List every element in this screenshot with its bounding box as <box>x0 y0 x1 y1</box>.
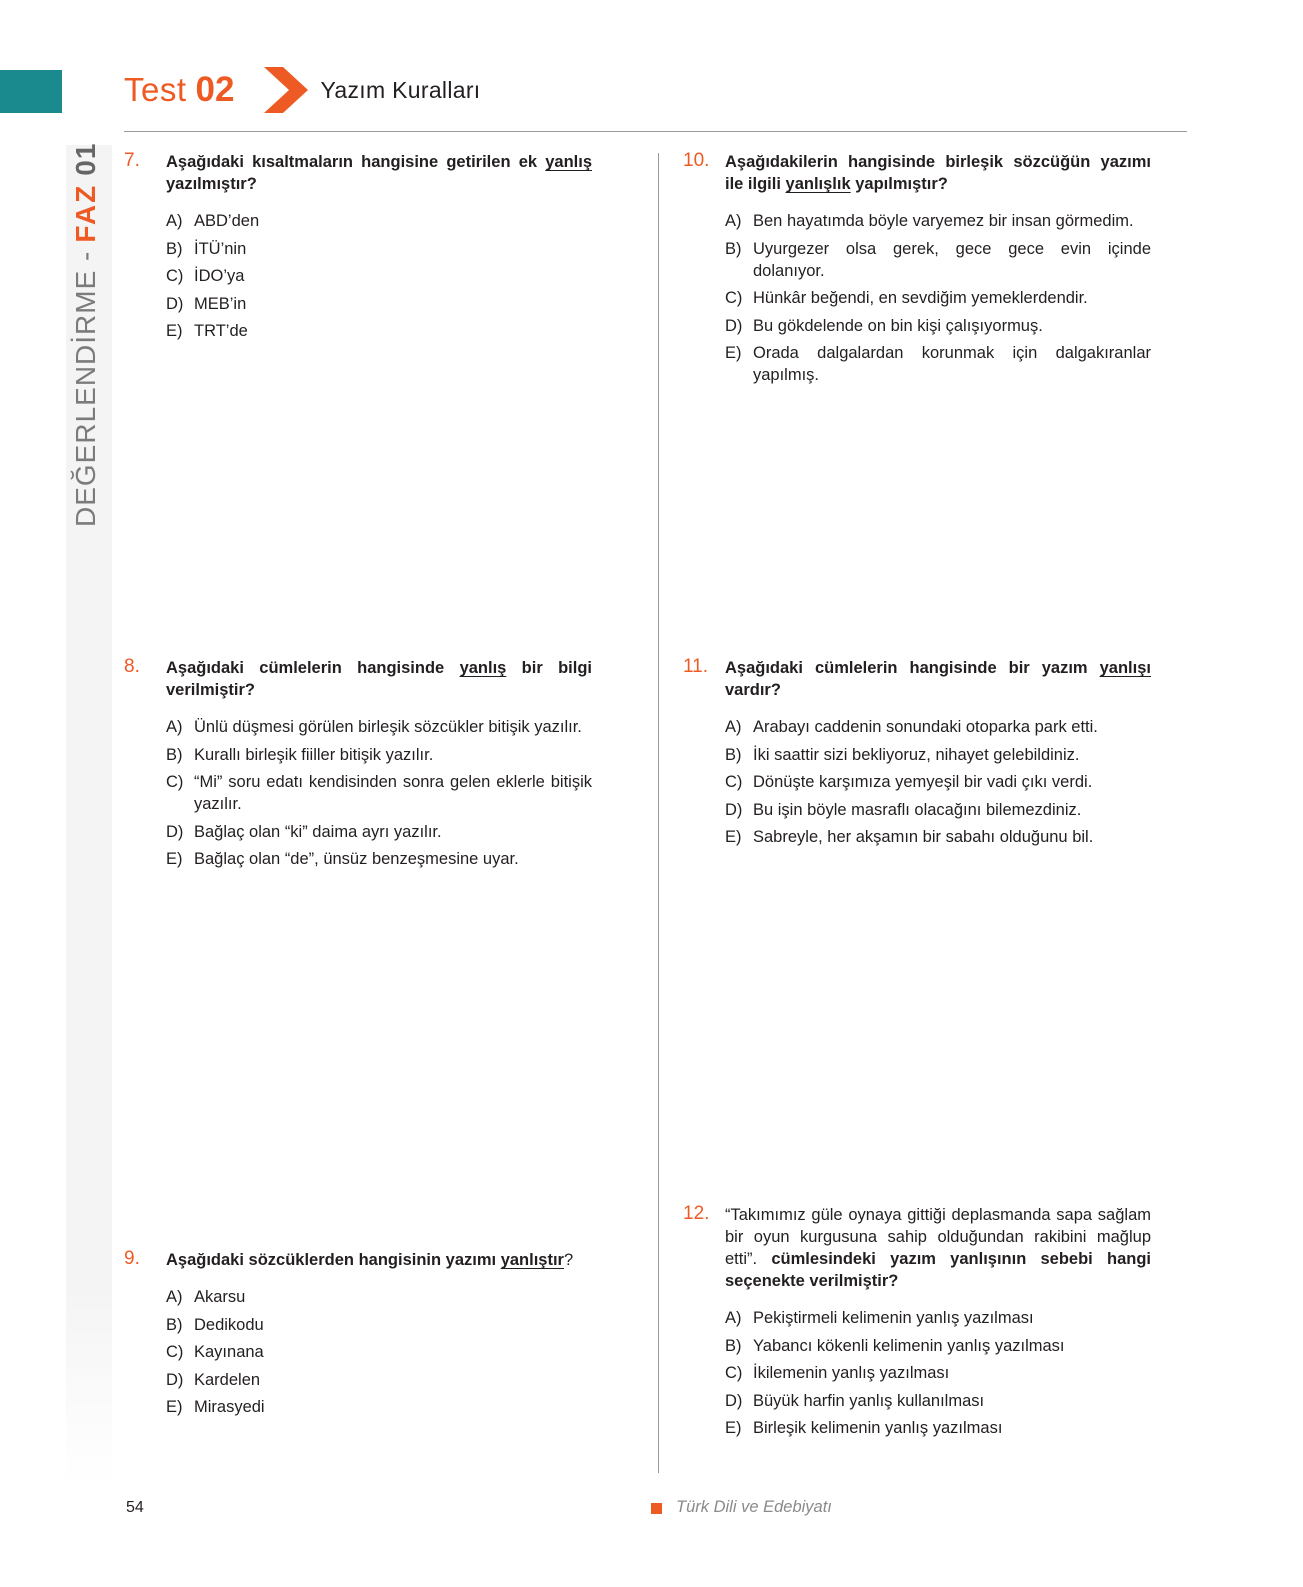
option-a[interactable]: A) Arabayı caddenin sonundaki otoparka park etti. <box>725 718 1098 736</box>
option-b[interactable]: B) Kurallı birleşik fiiller bitişik yazılır. <box>166 745 434 764</box>
option-e[interactable]: E) Birleşik kelimenin yanlış yazılması <box>725 1419 1003 1437</box>
option-b[interactable]: B) İki saattir sizi bekliyoruz, nihayet gelebildiniz. <box>725 745 1080 764</box>
options <box>725 210 1151 386</box>
book-title: Türk Dili ve Edebiyatı <box>676 1498 832 1516</box>
option-e[interactable]: E) Sabreyle, her akşamın bir sabahı olduğunu bil. <box>725 828 1094 846</box>
options <box>166 716 592 870</box>
question-number: 7. <box>124 150 140 171</box>
topic-title: Yazım Kuralları <box>320 76 481 103</box>
option-a[interactable]: A) Ben hayatımda böyle varyemez bir insan görmedim. <box>725 212 1134 230</box>
question-7 <box>124 151 592 348</box>
option-c[interactable]: C) “Mi” soru edatı kendisinden sonra gelen eklerle bitişik yazılır. <box>166 773 592 813</box>
option-d[interactable]: D) Bu işin böyle masraflı olacağını bilemezdiniz. <box>725 800 1082 819</box>
question-10 <box>683 151 1151 392</box>
test-label: Test <box>124 71 187 108</box>
option-c[interactable]: C) Dönüşte karşımıza yemyeşil bir vadi çıkı verdi. <box>725 773 1093 791</box>
teal-tab-marker <box>0 70 62 113</box>
option-c[interactable]: C) İkilemenin yanlış yazılması <box>725 1364 950 1382</box>
option-b[interactable]: B) İTÜ’nin <box>166 239 247 258</box>
faz-logo: FAZ <box>70 183 101 243</box>
option-a[interactable]: A) ABD’den <box>166 212 260 230</box>
page-number: 54 <box>126 1499 144 1516</box>
test-number: 02 <box>195 70 235 109</box>
question-12 <box>683 1204 1151 1445</box>
option-d[interactable]: D) Bağlaç olan “ki” daima ayrı yazılır. <box>166 822 442 841</box>
side-section-label <box>70 143 102 527</box>
question-number: 10. <box>683 150 710 171</box>
option-a[interactable]: A) Akarsu <box>166 1288 246 1306</box>
question-stem: Aşağıdaki cümlelerin hangisinde yanlış bir bilgi verilmiştir? <box>166 659 592 699</box>
question-number: 8. <box>124 656 140 677</box>
option-c[interactable]: C) Kayınana <box>166 1343 264 1361</box>
option-c[interactable]: C) Hünkâr beğendi, en sevdiğim yemeklerdendir. <box>725 289 1088 307</box>
question-stem: Aşağıdaki cümlelerin hangisinde bir yazım yanlışı vardır? <box>725 659 1151 699</box>
option-b[interactable]: B) Uyurgezer olsa gerek, gece gece evin içinde dolanıyor. <box>725 239 1151 280</box>
option-c[interactable]: C) İDO’ya <box>166 267 245 285</box>
question-number: 11. <box>683 656 709 677</box>
question-8 <box>124 657 592 876</box>
chevron-right-icon <box>264 67 308 113</box>
question-stem: Aşağıdakilerin hangisinde birleşik sözcüğün yazımı ile ilgili yanlışlık yapılmıştır? <box>725 153 1151 193</box>
question-number: 12. <box>683 1203 710 1224</box>
option-b[interactable]: B) Yabancı kökenli kelimenin yanlış yazılması <box>725 1336 1065 1355</box>
option-e[interactable]: E) Mirasyedi <box>166 1398 265 1416</box>
question-11 <box>683 657 1151 854</box>
options <box>725 716 1151 848</box>
question-stem: “Takımımız güle oynaya gittiği deplasmanda sapa sağlam bir oyun kurgusuna sahip olduğundan rakibini mağlup etti”. cümlesindeki yazım yanlışının sebebi hangi seçenekte verilmiştir? <box>725 1206 1151 1290</box>
question-quote: “Takımımız güle oynaya gittiği deplasmanda sapa sağlam bir oyun kurgusuna sahip olduğundan rakibini mağlup etti”. <box>725 1206 1151 1268</box>
option-b[interactable]: B) Dedikodu <box>166 1315 264 1334</box>
option-d[interactable]: D) Büyük harfin yanlış kullanılması <box>725 1391 985 1410</box>
options <box>166 210 592 342</box>
option-a[interactable]: A) Ünlü düşmesi görülen birleşik sözcükler bitişik yazılır. <box>166 718 582 736</box>
option-a[interactable]: A) Pekiştirmeli kelimenin yanlış yazılması <box>725 1309 1034 1327</box>
option-e[interactable]: E) Bağlaç olan “de”, ünsüz benzeşmesine uyar. <box>166 850 519 868</box>
options <box>166 1286 592 1418</box>
question-9 <box>124 1249 592 1424</box>
faz-number: 01 <box>70 142 101 176</box>
square-bullet-icon <box>651 1503 662 1514</box>
option-e[interactable]: E) Orada dalgalardan korunmak için dalgakıranlar yapılmış. <box>725 344 1151 384</box>
option-d[interactable]: D) MEB’in <box>166 294 247 313</box>
question-number: 9. <box>124 1248 140 1269</box>
page-header <box>124 64 480 116</box>
question-stem: Aşağıdaki sözcüklerden hangisinin yazımı yanlıştır? <box>166 1251 574 1269</box>
question-stem: Aşağıdaki kısaltmaların hangisine getirilen ek yanlış yazılmıştır? <box>166 153 592 193</box>
options <box>725 1307 1151 1439</box>
option-d[interactable]: D) Bu gökdelende on bin kişi çalışıyormuş. <box>725 316 1043 335</box>
side-label-text: DEĞERLENDİRME - <box>70 250 101 527</box>
option-d[interactable]: D) Kardelen <box>166 1370 261 1389</box>
option-e[interactable]: E) TRT’de <box>166 322 248 340</box>
header-divider <box>124 131 1187 132</box>
column-divider <box>658 153 659 1473</box>
